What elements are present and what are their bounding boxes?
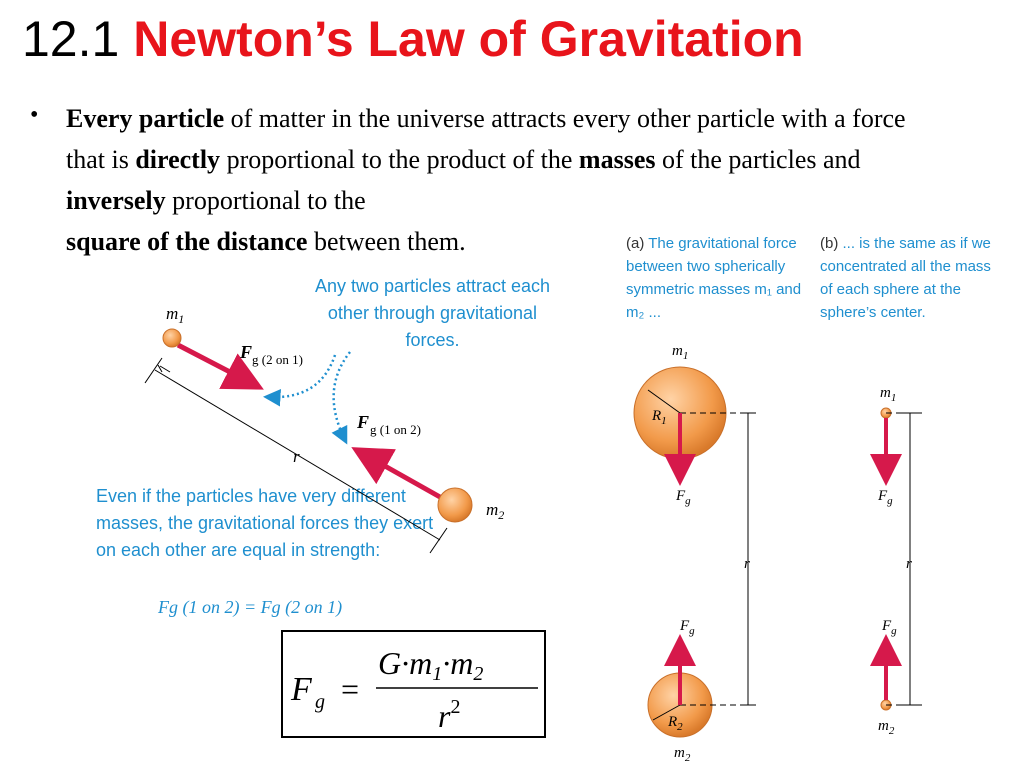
label-m2: $m_2$ (878, 718, 895, 737)
distance-tick (145, 358, 162, 383)
text-masses: masses (578, 145, 656, 174)
text-inversely: inversely (66, 186, 166, 215)
callout-pointer (334, 352, 350, 440)
label-f21: F (240, 342, 253, 362)
title-text: Newton’s Law of Gravitation (133, 11, 804, 67)
title-number: 12.1 (22, 11, 120, 67)
distance-tick (430, 528, 447, 553)
label-f12: F (357, 412, 370, 432)
caption-b-text: ... is the same as if we concentrated all the mass of each sphere at the sphere’s center. (820, 235, 991, 321)
callout-equal: Even if the particles have very different masses, the gravitational forces they exert on each other are equal in strength: (96, 486, 434, 560)
callout-equal-formula: Fg (1 on 2) = Fg (2 on 1) (158, 597, 343, 617)
right-diagram-b (877, 385, 922, 737)
text-seg: of the particles and (655, 145, 861, 174)
text-seg: proportional to the (165, 186, 366, 215)
formula-lhs-sub: g (315, 691, 325, 713)
label-m2: $m_2$ (486, 500, 505, 522)
text-square-distance: square of the distance (66, 227, 308, 256)
label-R1: $R_1$ (652, 408, 667, 427)
formula-svg (283, 632, 544, 736)
label-m1: $m_1$ (672, 343, 689, 362)
formula-lhs: F (291, 671, 312, 708)
label-r: r (293, 447, 300, 466)
text-seg: proportional to the product of the (220, 145, 579, 174)
particle-m2 (438, 488, 472, 522)
caption-a-label: (a) (626, 235, 645, 252)
force-1-on-2-arrow (360, 452, 440, 497)
label-m1: $m_1$ (166, 304, 185, 326)
formula-numerator: G·m1·m2 (378, 645, 484, 685)
caption-b-label: (b) (820, 235, 839, 252)
label-fg: $F_g$ (676, 488, 691, 507)
left-diagram (145, 304, 504, 553)
label-m1: $m_1$ (880, 385, 897, 404)
label-f21-sub: g (2 on 1) (252, 352, 303, 367)
label-R2: $R_2$ (668, 714, 683, 733)
label-r: r (744, 556, 750, 572)
label-m2: $m_2$ (674, 745, 691, 764)
right-diagram-a (634, 343, 760, 764)
caption-a-text: The gravitational force between two spherically symmetric masses m₁ and m₂ ... (626, 235, 802, 321)
formula-box (281, 630, 546, 738)
bullet-marker: • (30, 102, 39, 128)
label-r: r (906, 556, 912, 572)
label-fg: $F_g$ (680, 618, 695, 637)
particle-m1 (163, 329, 181, 347)
formula-eq: = (341, 671, 360, 707)
callout-attract: Any two particles attract each other through gravitational forces. (314, 276, 551, 350)
text-every-particle: Every particle (66, 104, 225, 133)
formula-denominator: $r^2$ (438, 696, 461, 734)
text-directly: directly (135, 145, 221, 174)
label-f12-sub: g (1 on 2) (370, 422, 421, 437)
text-seg: of matter in the universe attracts every other particle with a force that is (66, 104, 906, 174)
label-fg: $F_g$ (882, 618, 897, 637)
label-fg: $F_g$ (878, 488, 893, 507)
text-seg: between them. (307, 227, 466, 256)
